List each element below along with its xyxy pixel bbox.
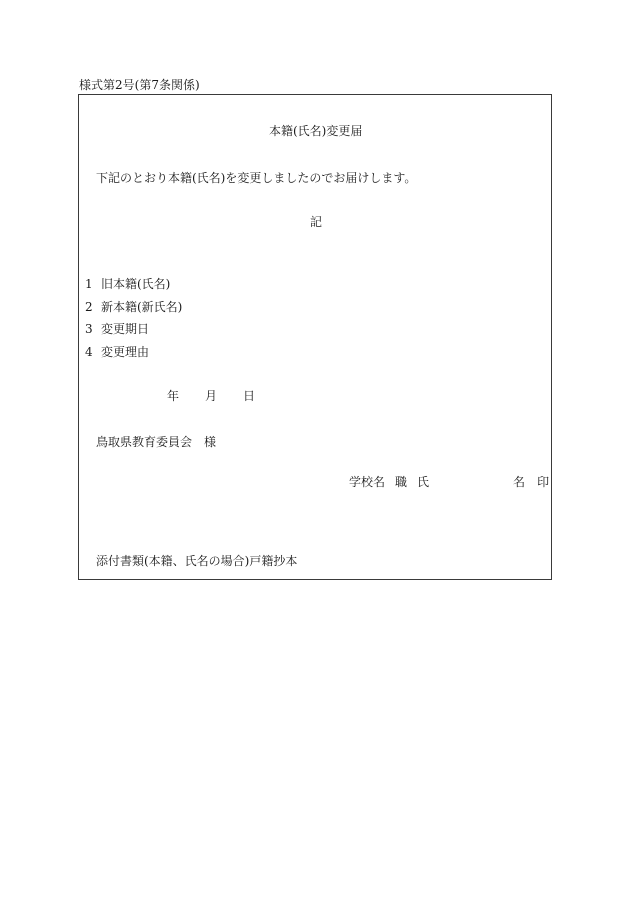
item-new-domicile xyxy=(85,301,182,313)
item-number: 4 xyxy=(85,345,93,359)
signer-school: 学校名 xyxy=(349,475,386,489)
form-number-label: 様式第2号(第7条関係) xyxy=(79,78,200,92)
date-month: 月 xyxy=(205,389,218,403)
date-day: 日 xyxy=(243,389,256,403)
signer-seal: 印 xyxy=(537,475,550,489)
signer-shoku: 職 xyxy=(395,475,408,489)
date-year: 年 xyxy=(167,389,180,403)
date-line xyxy=(167,390,255,402)
item-old-domicile xyxy=(85,278,170,290)
item-change-reason xyxy=(85,346,149,358)
attachment-note: 添付書類(本籍、氏名の場合)戸籍抄本 xyxy=(96,554,298,568)
item-label: 変更理由 xyxy=(101,345,150,359)
addressee-line xyxy=(96,436,216,448)
item-label: 新本籍(新氏名) xyxy=(101,300,183,314)
signer-line xyxy=(349,476,549,488)
form-frame xyxy=(78,94,552,580)
signer-shi: 氏 xyxy=(417,475,430,489)
item-number: 2 xyxy=(85,300,93,314)
form-title: 本籍(氏名)変更届 xyxy=(269,124,363,138)
item-label: 変更期日 xyxy=(101,322,150,336)
item-number: 1 xyxy=(85,277,93,291)
item-number: 3 xyxy=(85,322,93,336)
addressee-honorific: 様 xyxy=(204,435,217,449)
ki-heading: 記 xyxy=(310,215,323,229)
item-label: 旧本籍(氏名) xyxy=(101,277,171,291)
intro-text: 下記のとおり本籍(氏名)を変更しましたのでお届けします。 xyxy=(96,171,417,185)
signer-mei: 名 xyxy=(513,475,526,489)
item-change-date xyxy=(85,323,149,335)
addressee-name: 鳥取県教育委員会 xyxy=(96,435,193,449)
